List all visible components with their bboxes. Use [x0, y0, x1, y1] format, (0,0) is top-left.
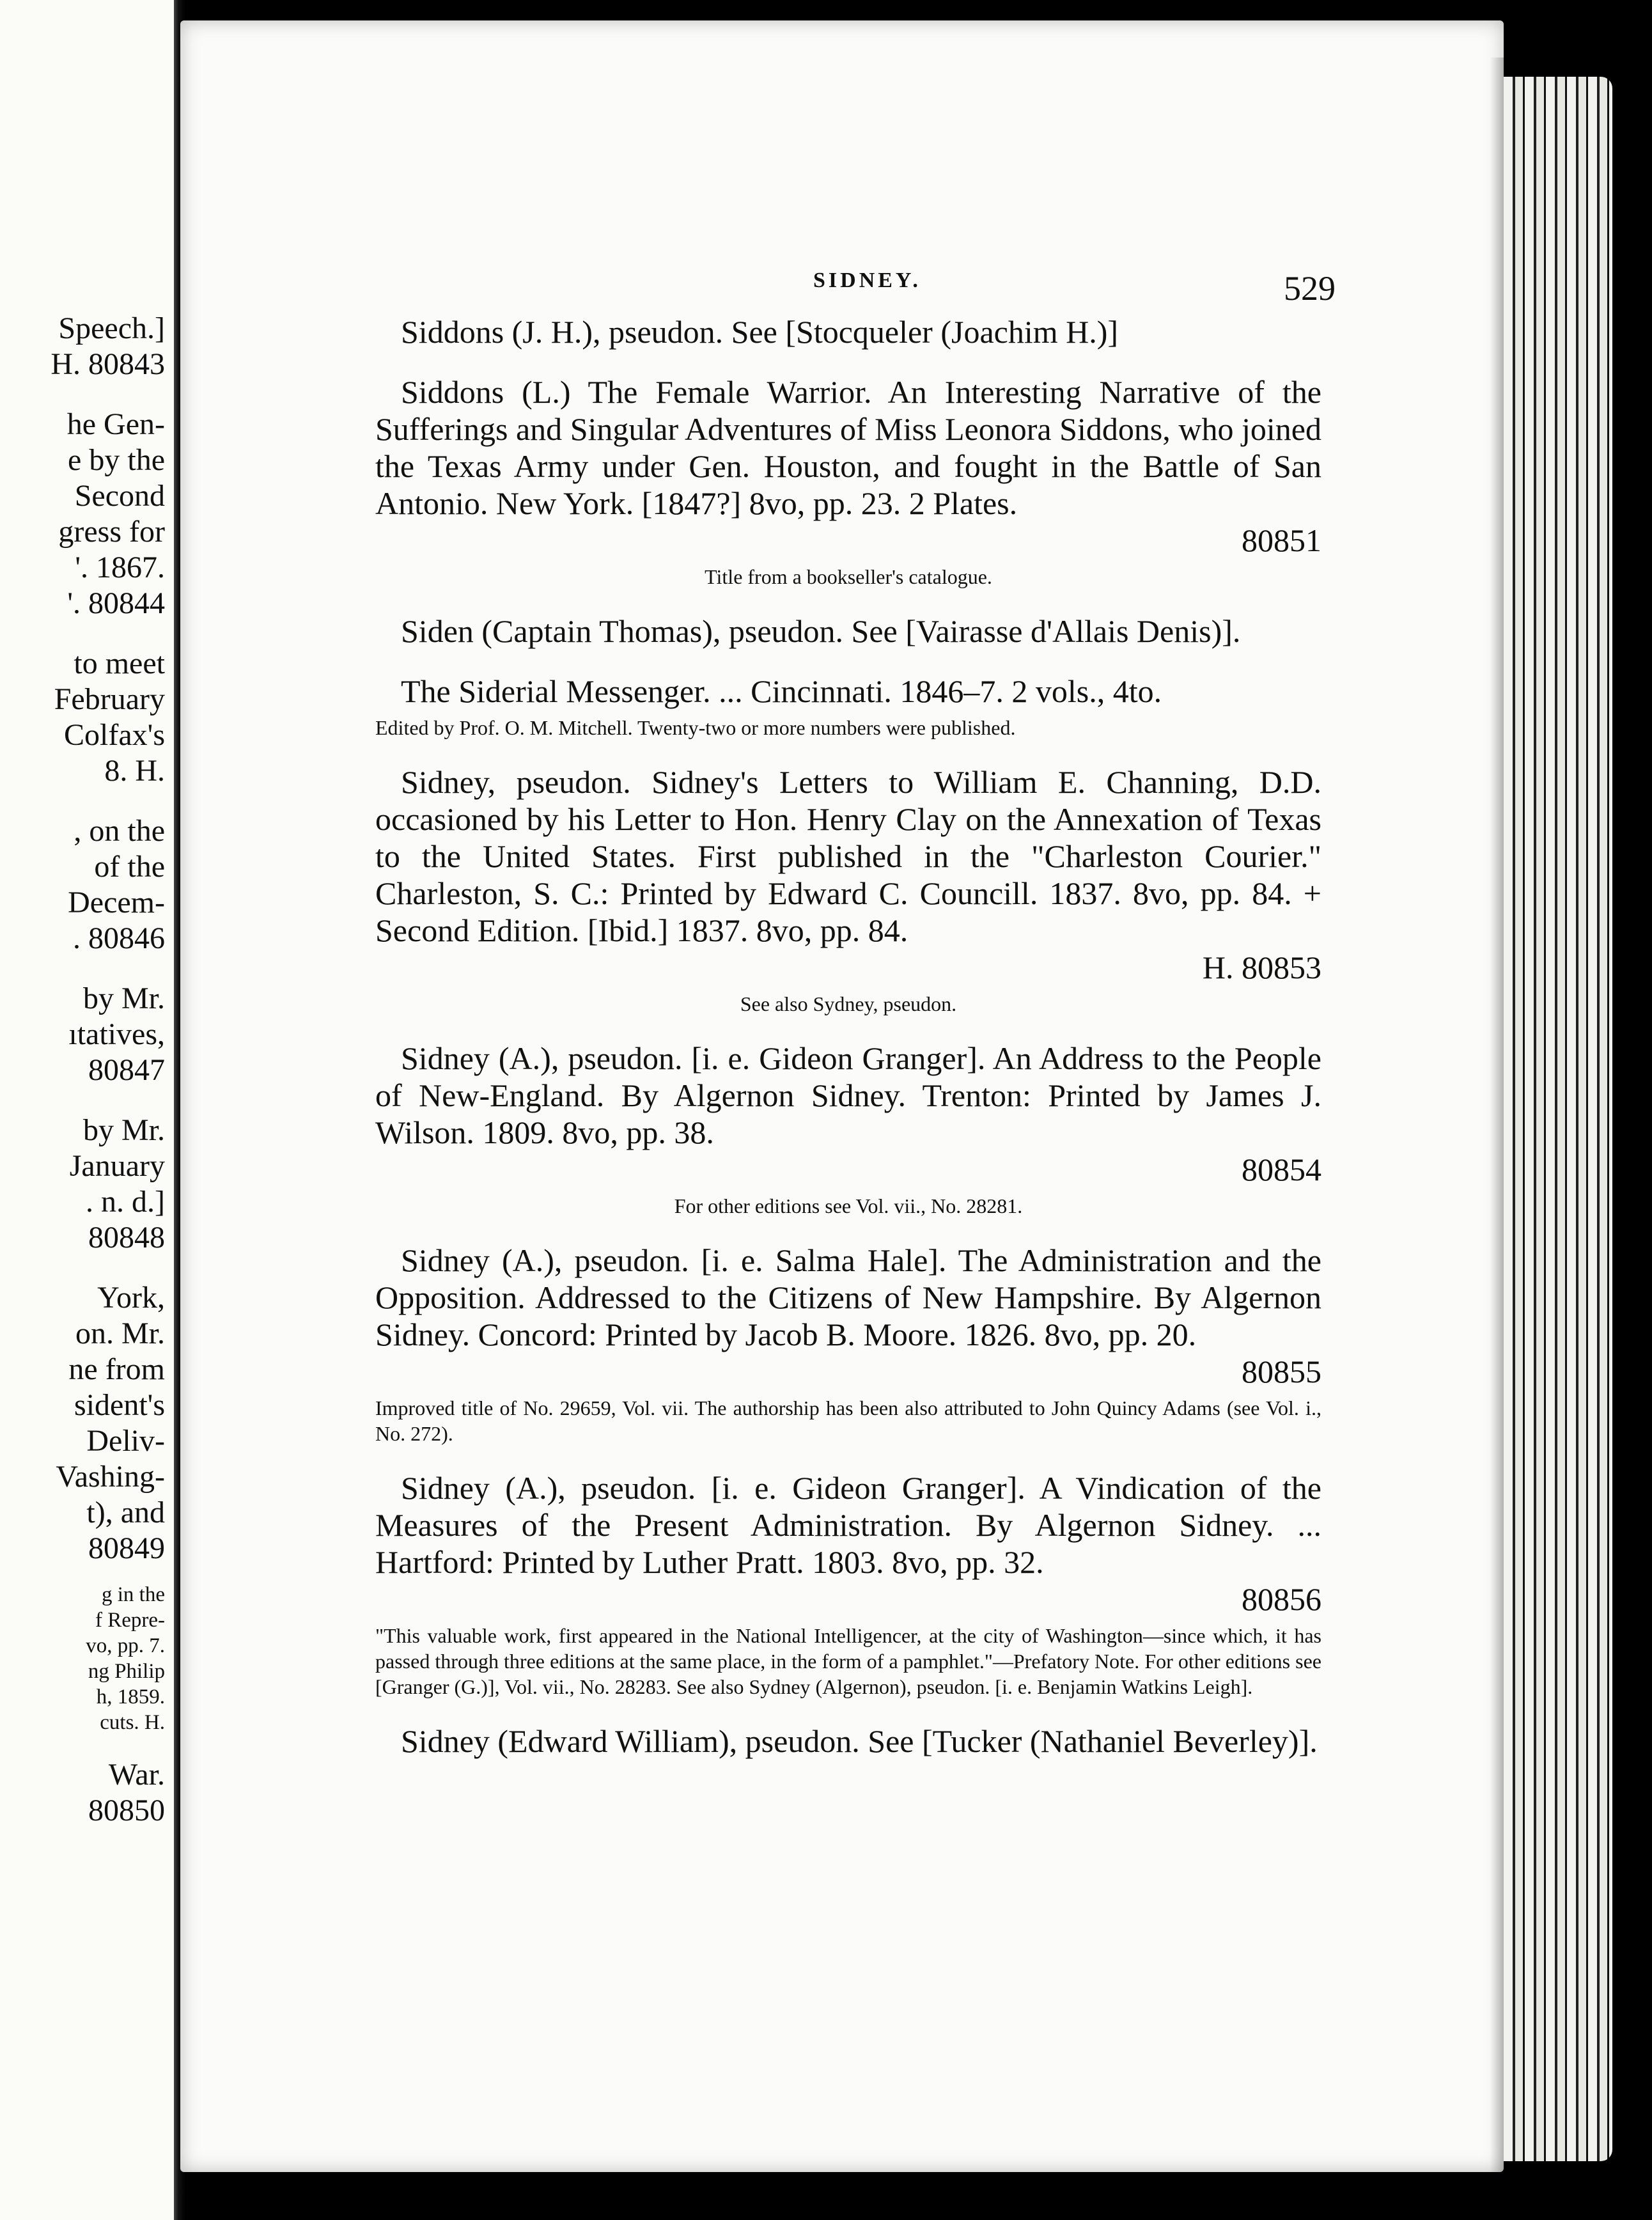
left-page-line: Deliv- [86, 1424, 165, 1458]
left-page-line: Decem- [68, 886, 165, 919]
left-page-line: 80849 [88, 1531, 165, 1565]
left-page-line: gress for [58, 515, 165, 549]
entry-text: Sidney (A.), pseudon. [i. e. Gideon Granger]. A Vindication of the Measures of the Present Administration. By Algernon Sidney. ... Hartford: Printed by Luther Pratt. 1803. 8vo, pp. 32. [375, 1470, 1321, 1580]
left-page-line: '. 1867. [75, 551, 165, 584]
left-page-line: Vashing- [56, 1460, 165, 1494]
entry-sidney-vindication [375, 1469, 1321, 1700]
left-page-line: February [54, 682, 165, 716]
left-page-line: e by the [68, 443, 165, 477]
entry-text: Siden (Captain Thomas), pseudon. See [Vairasse d'Allais Denis)]. [401, 613, 1241, 649]
entry-sidney-letters [375, 763, 1321, 1017]
left-page-line: ng Philip [88, 1660, 165, 1683]
left-page-line: h, 1859. [96, 1685, 165, 1708]
previous-page-fragment [0, 0, 174, 2220]
entry-note: Title from a bookseller's catalogue. [705, 565, 992, 588]
entry-siden [375, 613, 1321, 650]
entry-siddons-l [375, 373, 1321, 590]
entry-note: For other editions see Vol. vii., No. 28281. [674, 1194, 1023, 1217]
left-page-line: . 80846 [73, 921, 165, 955]
left-page-line: Speech.] [58, 311, 165, 345]
left-page-line: . n. d.] [86, 1185, 165, 1219]
left-page-line: by Mr. [82, 1113, 165, 1147]
entry-sidney-edward-william [375, 1723, 1321, 1760]
entry-number: 80855 [1242, 1354, 1321, 1389]
left-page-line: ıtatives, [68, 1017, 165, 1051]
left-page-line: H. 80843 [51, 347, 165, 381]
left-page-line: Second [74, 479, 165, 513]
entry-number: H. 80853 [1202, 950, 1321, 985]
entry-note: See also Sydney, pseudon. [740, 992, 957, 1015]
left-page-line: on. Mr. [75, 1317, 165, 1350]
left-page-line: Colfax's [64, 718, 165, 752]
left-page-line: January [69, 1149, 165, 1183]
left-page-line: cuts. H. [100, 1711, 165, 1734]
entry-note: "This valuable work, first appeared in the National Intelligencer, at the city of Washington—since which, it has passed through three editions at the same place, in the form of a pamphlet."—Prefatory Note. For other editions see [Granger (G.)], Vol. vii., No. 28283. See also Sydney (Algernon), pseudon. [i. e. Benjamin Watkins Leigh]. [375, 1624, 1321, 1698]
running-head: SIDNEY. [813, 269, 921, 292]
entry-text: Siddons (L.) The Female Warrior. An Interesting Narrative of the Sufferings and Singular Adventures of Miss Leonora Siddons, who joined the Texas Army under Gen. Houston, and fought in the Battle of San Antonio. New York. [1847?] 8vo, pp. 23. 2 Plates. [375, 374, 1321, 521]
entry-note: Improved title of No. 29659, Vol. vii. The authorship has been also attributed to John Quincy Adams (see Vol. i., No. 272). [375, 1396, 1321, 1445]
left-page-line: York, [97, 1281, 165, 1315]
entry-number: 80854 [1242, 1152, 1321, 1187]
left-page-line: 80848 [88, 1221, 165, 1255]
left-page-line: f Repre- [95, 1609, 165, 1632]
entry-text: The Siderial Messenger. ... Cincinnati. 1846–7. 2 vols., 4to. [401, 673, 1162, 709]
entry-text: Sidney, pseudon. Sidney's Letters to William E. Channing, D.D. occasioned by his Letter to Hon. Henry Clay on the Annexation of Texas to the United States. First published in the "Charleston Courier." Charleston, S. C.: Printed by Edward C. Councill. 1837. 8vo, pp. 84. + Second Edition. [Ibid.] 1837. 8vo, pp. 84. [375, 764, 1321, 948]
left-page-line: ne from [68, 1352, 165, 1386]
entry-text: Siddons (J. H.), pseudon. See [Stocqueler (Joachim H.)] [401, 314, 1119, 350]
left-page-line: of the [94, 850, 165, 884]
page-number: 529 [1284, 269, 1336, 308]
entries [375, 313, 1321, 1783]
left-page-line: he Gen- [66, 407, 165, 441]
left-page-line: '. 80844 [67, 586, 165, 620]
left-page-line: g in the [102, 1583, 165, 1606]
entry-text: Sidney (Edward William), pseudon. See [Tucker (Nathaniel Beverley)]. [401, 1723, 1318, 1759]
entry-note: Edited by Prof. O. M. Mitchell. Twenty-two or more numbers were published. [375, 716, 1016, 739]
left-page-line: , on the [74, 814, 165, 848]
left-page-line: War. [108, 1758, 165, 1792]
left-page-line: 80847 [88, 1053, 165, 1087]
entry-text: Sidney (A.), pseudon. [i. e. Salma Hale]. The Administration and the Opposition. Addressed to the Citizens of New Hampshire. By Algernon Sidney. Concord: Printed by Jacob B. Moore. 1826. 8vo, pp. 20. [375, 1242, 1321, 1352]
entry-sidney-administration [375, 1242, 1321, 1446]
entry-sidney-address [375, 1040, 1321, 1219]
entry-siddons-jh [375, 313, 1321, 350]
left-page-line: 80850 [88, 1794, 165, 1827]
left-page-line: vo, pp. 7. [86, 1634, 165, 1657]
left-page-line: sident's [74, 1388, 165, 1422]
entry-siderial-messenger [375, 673, 1321, 740]
entry-number: 80856 [1242, 1581, 1321, 1617]
left-page-line: t), and [86, 1496, 165, 1529]
left-page-line: by Mr. [82, 981, 165, 1015]
entry-number: 80851 [1242, 522, 1321, 558]
left-page-line: 8. H. [104, 754, 165, 788]
entry-text: Sidney (A.), pseudon. [i. e. Gideon Granger]. An Address to the People of New-England. By Algernon Sidney. Trenton: Printed by James J. Wilson. 1809. 8vo, pp. 38. [375, 1040, 1321, 1150]
page-edges [1504, 77, 1612, 2161]
left-page-line: to meet [74, 646, 165, 680]
